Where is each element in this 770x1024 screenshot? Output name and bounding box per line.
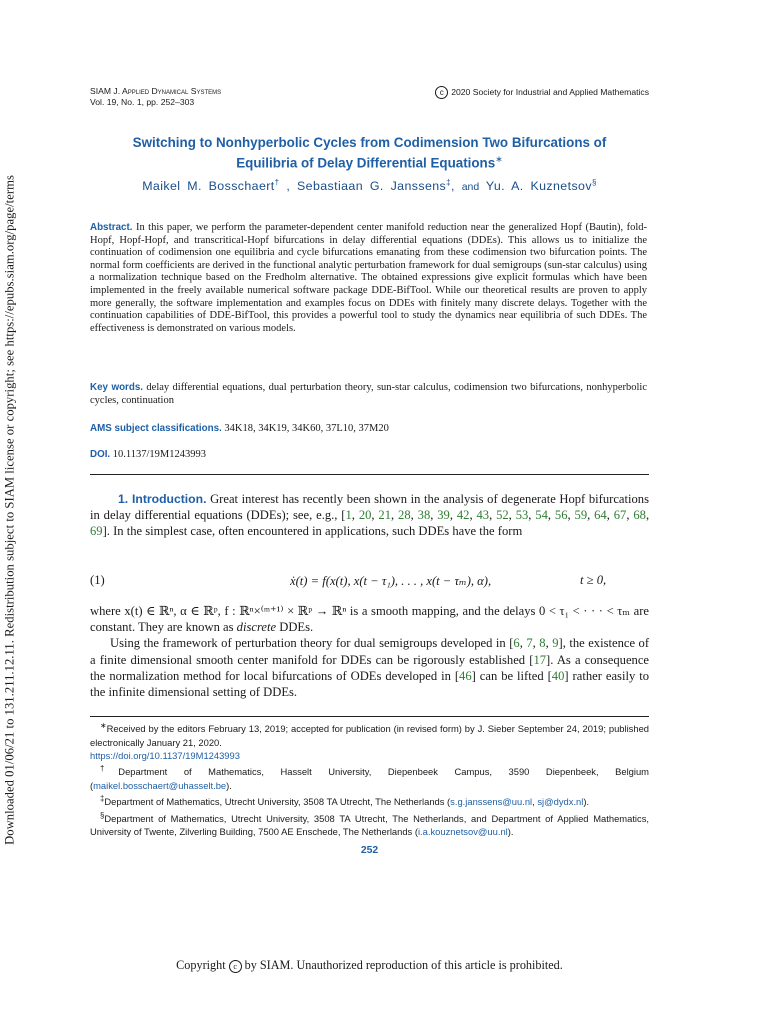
footnote-mark: § xyxy=(100,810,105,820)
citation[interactable]: 40 xyxy=(551,668,565,683)
email-link[interactable]: sj@dydx.nl xyxy=(537,796,584,808)
citation[interactable]: 59 xyxy=(574,508,588,523)
emphasis: discrete xyxy=(236,620,277,635)
citation[interactable]: 17 xyxy=(533,652,547,667)
equation-number: (1) xyxy=(90,573,105,587)
download-sidebar xyxy=(1,175,19,845)
doi-label: DOI. xyxy=(90,449,111,460)
author-separator-2: , xyxy=(451,179,455,194)
text-span: DDEs. xyxy=(279,620,314,635)
body-text xyxy=(90,603,649,700)
footnotes xyxy=(90,719,649,839)
keywords xyxy=(90,382,647,407)
intro-text-1: Great interest has recently been shown in the analysis of degenerate Hopf bifurcations in delay differential equations (DDEs); see, e.g., [ xyxy=(90,492,649,523)
doi-text[interactable]: 10.1137/19M1243993 xyxy=(112,449,207,460)
equation-1 xyxy=(90,573,649,591)
volume-info: Vol. 19, No. 1, pp. 252–303 xyxy=(90,97,195,107)
citation[interactable]: 56 xyxy=(554,508,568,523)
author-list xyxy=(90,178,649,193)
footnote-affiliation-3 xyxy=(90,809,649,839)
footnote-divider xyxy=(90,716,649,717)
equation-body: ẋ(t) = f(x(t), x(t − τ₁), . . . , x(t − τₘ), α), xyxy=(290,574,492,588)
citation[interactable]: 68 xyxy=(633,508,646,523)
author-3-mark[interactable]: § xyxy=(591,178,597,187)
download-notice: Downloaded 01/06/21 to 131.211.12.11. Redistribution subject to SIAM license or copyright; see https://epubs.siam.org/page/terms xyxy=(2,175,17,845)
footnote-text: Received by the editors February 13, 2019; accepted for publication (in revised form) by J. Sieber September 24, 2019; published electronically January 21, 2020. xyxy=(90,723,649,748)
equation-condition: t ≥ 0, xyxy=(580,573,607,587)
footnote-text: ). xyxy=(583,796,590,808)
footnote-affiliation-2 xyxy=(90,792,649,809)
ams-label: AMS subject classifications. xyxy=(90,423,222,434)
citation[interactable]: 64 xyxy=(594,508,607,523)
journal-name: SIAM J. Applied Dynamical Systems xyxy=(90,86,222,96)
citation[interactable]: 1 xyxy=(345,508,352,523)
ams-text: 34K18, 34K19, 34K60, 37L10, 37M20 xyxy=(224,423,389,434)
email-link[interactable]: maikel.bosschaert@uhasselt.be xyxy=(93,779,227,791)
author-separator-1: , xyxy=(286,179,291,194)
text-span: ] can be lifted [ xyxy=(471,668,552,683)
footnote-text: Department of Mathematics, Utrecht University, 3508 TA Utrecht, The Netherlands ( xyxy=(104,796,451,808)
footnote-affiliation-1 xyxy=(90,762,649,792)
author-2: Sebastiaan G. Janssens xyxy=(297,179,447,194)
copyright-footer xyxy=(90,958,649,973)
keywords-text: delay differential equations, dual perturbation theory, sun-star calculus, codimension two bifurcations, nonhyperbolic cycles, continuation xyxy=(90,382,647,406)
ams-classifications xyxy=(90,423,389,434)
intro-paragraph: 1. Introduction. Great interest has recently been shown in the analysis of degenerate Hopf bifurcations in delay differential equations (DDEs); see, e.g., [1, 20, 21, 28, 38, 39, 42, 43, 52, 53, 54, 56, 59, 64, 67, 68, 69]. In the simplest case, often encountered in applications, such DDEs have the form xyxy=(90,492,650,539)
running-header-right xyxy=(435,86,649,99)
footnote-text: Department of Mathematics, Utrecht University, 3508 TA Utrecht, The Netherlands, and Department of Applied Mathematics, University of Twente, Zilverling Building, 7500 AE Enschede, The Netherlands ( xyxy=(90,812,649,838)
introduction xyxy=(90,491,649,540)
citation[interactable]: 28 xyxy=(398,508,411,523)
copyright-icon: c xyxy=(435,86,448,99)
paper-title xyxy=(90,134,649,171)
footnote-received xyxy=(90,719,649,762)
section-divider xyxy=(90,474,649,475)
footnote-text: ). xyxy=(226,779,232,791)
citation[interactable]: 39 xyxy=(437,508,450,523)
paragraph-framework: Using the framework of perturbation theory for dual semigroups developed in [6, 7, 8, 9], the existence of a finite dimensional smooth center manifold for DDEs can be rigorously established [17]. As a consequence the normalization method for local bifurcations of ODEs developed in [46] can be lifted [40] rather easily to the infinite dimensional setting of DDEs. xyxy=(90,636,650,700)
author-1: Maikel M. Bosschaert xyxy=(142,179,275,194)
text-span: Using the framework of perturbation theory for dual semigroups developed in [ xyxy=(110,636,514,651)
doi xyxy=(90,449,206,460)
section-heading: 1. Introduction. xyxy=(118,492,207,506)
author-2-mark[interactable]: ‡ xyxy=(446,178,451,187)
abstract-text: In this paper, we perform the parameter-dependent center manifold reduction near the generalized Hopf (Bautin), fold-Hopf, Hopf-Hopf, and transcritical-Hopf bifurcations in delay differential equations (DDEs). This allows us to initialize the continuation of codimension one equilibria and cycle bifurcations emanating from these codimension two bifurcation points. The normal form coefficients are derived in the functional analytic perturbation framework for dual semigroups (sun-star calculus) using a normalization technique based on the Fredholm alternative. The obtained expressions give explicit formulas which have been implemented in the freely available numerical software package DDE-BifTool. While our theoretical results are proven to apply more generally, the software implementation and examples focus on DDEs with finitely many discrete delays. Together with the continuation capabilities of DDE-BifTool, this provides a powerful tool to study the dynamics near equilibria of such DDEs. The effectiveness is demonstrated on various models. xyxy=(90,222,647,334)
citation[interactable]: 20 xyxy=(358,508,372,523)
text-span: ] rather easily to the infinite dimensional setting of DDEs. xyxy=(90,668,649,700)
intro-text-2: ]. In the simplest case, often encountered in applications, such DDEs have the form xyxy=(102,524,523,539)
author-1-mark[interactable]: † xyxy=(274,178,280,187)
running-header-left xyxy=(90,86,221,108)
title-line-1: Switching to Nonhyperbolic Cycles from Codimension Two Bifurcations of xyxy=(132,135,607,150)
abstract-label: Abstract. xyxy=(90,222,133,233)
abstract xyxy=(90,222,647,335)
footnote-text: , xyxy=(532,796,538,808)
citation[interactable]: 38 xyxy=(417,508,431,523)
citation[interactable]: 42 xyxy=(456,508,470,523)
paragraph-definitions xyxy=(90,603,649,635)
citation[interactable]: 43 xyxy=(476,508,490,523)
title-footnote-mark[interactable]: ∗ xyxy=(495,154,503,164)
copyright-icon: c xyxy=(229,960,242,973)
footer-pre: Copyright xyxy=(176,958,226,972)
title-line-2: Equilibria of Delay Differential Equations∗ xyxy=(236,154,503,171)
footnote-text: Department of Mathematics, Hasselt University, Diepenbeek Campus, 3590 Diepenbeek, Belgium ( xyxy=(90,766,649,791)
citation[interactable]: 54 xyxy=(535,508,548,523)
citation[interactable]: 8 xyxy=(539,636,546,651)
author-3: Yu. A. Kuznetsov xyxy=(485,179,592,194)
citation[interactable]: 9 xyxy=(552,636,559,651)
page-number: 252 xyxy=(360,845,379,856)
citation[interactable]: 46 xyxy=(459,668,472,683)
citation[interactable]: 67 xyxy=(613,508,627,523)
footnote-mark: ∗ xyxy=(100,721,107,730)
copyright-text: 2020 Society for Industrial and Applied Mathematics xyxy=(451,86,649,97)
citation[interactable]: 6 xyxy=(513,636,520,651)
email-link[interactable]: i.a.kouznetsov@uu.nl xyxy=(417,826,508,838)
doi-link[interactable]: https://doi.org/10.1137/19M1243993 xyxy=(90,749,240,761)
citation[interactable]: 52 xyxy=(496,508,509,523)
citation[interactable]: 53 xyxy=(515,508,529,523)
keywords-label: Key words. xyxy=(90,382,144,393)
author-and: and xyxy=(461,181,480,194)
text-span: ]. As a consequence the normalization method for local bifurcations of ODEs developed in [ xyxy=(90,652,650,683)
footnote-text: ). xyxy=(507,826,514,838)
citation[interactable]: 21 xyxy=(378,508,392,523)
footnote-mark: † xyxy=(100,764,119,774)
footer-post: by SIAM. Unauthorized reproduction of this article is prohibited. xyxy=(244,958,563,972)
citation[interactable]: 7 xyxy=(526,636,533,651)
citation[interactable]: 69 xyxy=(90,524,103,539)
email-link[interactable]: s.g.janssens@uu.nl xyxy=(450,796,533,808)
footnote-mark: ‡ xyxy=(100,794,105,804)
text-span: ], the existence of a finite dimensional smooth center manifold for DDEs can be rigorously established [ xyxy=(90,636,650,667)
text-span: where x(t) ∈ ℝⁿ, α ∈ ℝᵖ, f : ℝⁿ×⁽ᵐ⁺¹⁾ × ℝᵖ → ℝⁿ is a smooth mapping, and the delays 0 < τ₁ < · · · < τₘ are constant. They are known as xyxy=(90,604,649,635)
